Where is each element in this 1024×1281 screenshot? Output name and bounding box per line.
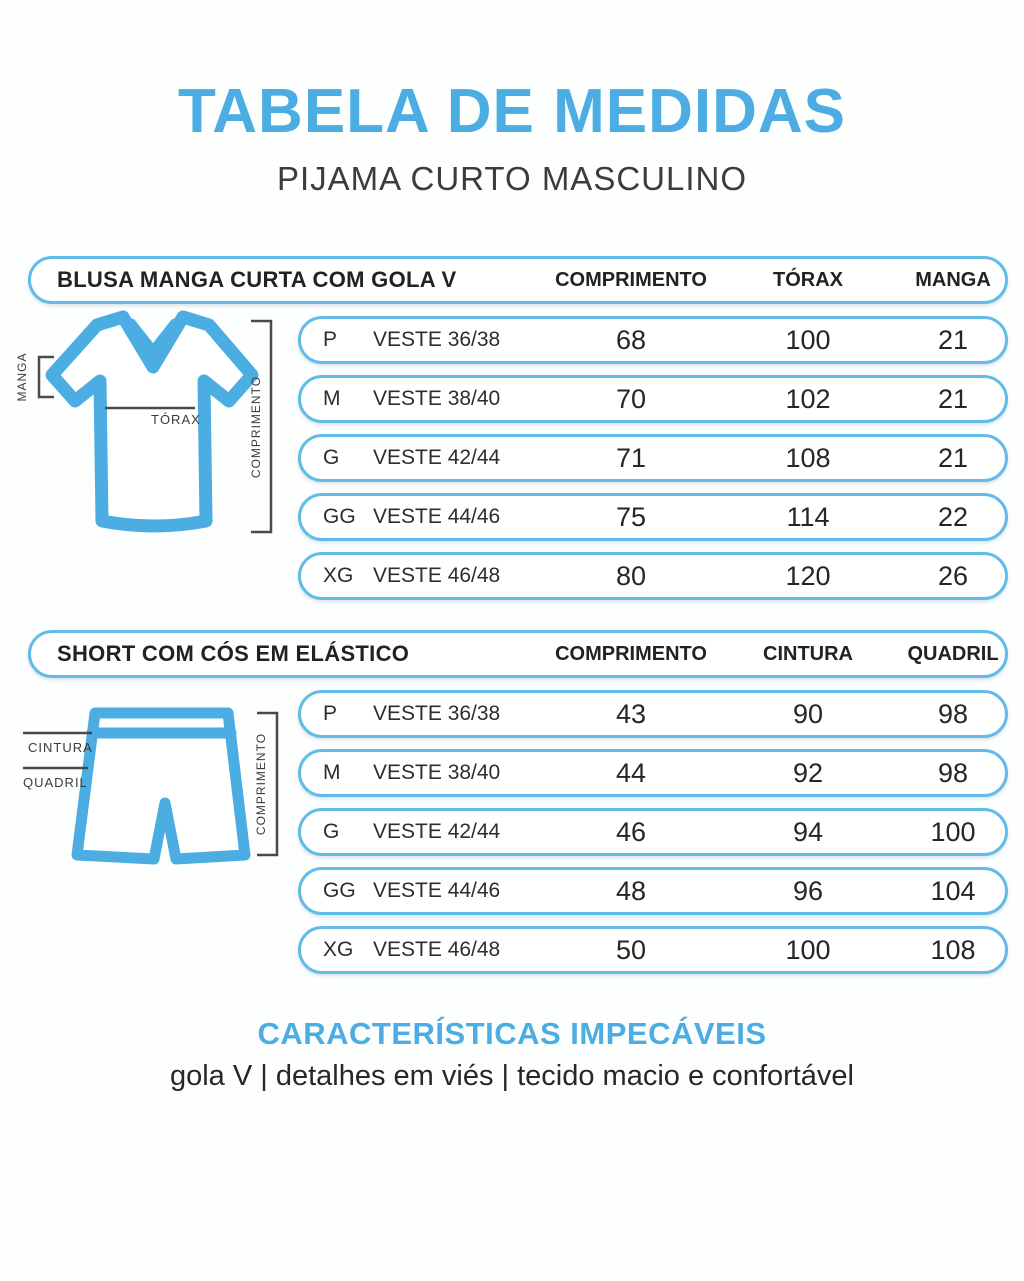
- page-title: TABELA DE MEDIDAS: [178, 77, 846, 146]
- fit-label: VESTE 42/44: [373, 446, 501, 469]
- value-quadril: 98: [937, 699, 969, 729]
- hip-measure-label: QUADRIL: [23, 775, 88, 790]
- shorts-row-xg: [298, 926, 1008, 974]
- column-header-quadril: QUADRIL: [907, 643, 999, 665]
- value-torax: 102: [785, 384, 831, 414]
- value-manga: 26: [937, 561, 969, 591]
- size-label: P: [323, 328, 338, 351]
- length-measure-label: COMPRIMENTO: [254, 732, 268, 836]
- shorts-row-gg: [298, 867, 1008, 915]
- fit-label: VESTE 38/40: [373, 761, 501, 784]
- size-label: M: [323, 761, 341, 784]
- value-manga: 21: [937, 384, 969, 414]
- value-cintura: 96: [792, 876, 824, 906]
- shorts-table-title: SHORT COM CÓS EM ELÁSTICO: [57, 641, 410, 666]
- value-comprimento: 75: [615, 502, 647, 532]
- sleeve-measure-label: MANGA: [15, 352, 29, 402]
- shirt-row-gg: [298, 493, 1008, 541]
- value-comprimento: 70: [615, 384, 647, 414]
- value-comprimento: 48: [615, 876, 647, 906]
- size-label: M: [323, 387, 341, 410]
- shorts-table-header: [28, 630, 1008, 678]
- value-torax: 114: [786, 502, 830, 532]
- column-header-cintura: CINTURA: [763, 643, 853, 665]
- column-header-manga: MANGA: [915, 269, 991, 291]
- value-quadril: 98: [937, 758, 969, 788]
- features-heading: CARACTERÍSTICAS IMPECÁVEIS: [257, 1016, 767, 1051]
- value-cintura: 100: [785, 935, 831, 965]
- size-label: G: [323, 446, 340, 469]
- value-comprimento: 71: [615, 443, 647, 473]
- column-header-torax: TÓRAX: [773, 269, 843, 291]
- shorts-row-g: [298, 808, 1008, 856]
- value-manga: 21: [937, 325, 969, 355]
- fit-label: VESTE 36/38: [373, 702, 501, 725]
- features-tagline: gola V | detalhes em viés | tecido macio e confortável: [169, 1060, 855, 1092]
- value-comprimento: 68: [615, 325, 647, 355]
- column-header-comprimento: COMPRIMENTO: [555, 643, 707, 665]
- size-label: GG: [323, 879, 356, 902]
- length-measure-label: COMPRIMENTO: [249, 375, 263, 479]
- column-header-comprimento: COMPRIMENTO: [555, 269, 707, 291]
- value-cintura: 94: [792, 817, 824, 847]
- size-label: XG: [323, 938, 354, 961]
- value-quadril: 104: [930, 876, 976, 906]
- fit-label: VESTE 38/40: [373, 387, 501, 410]
- value-comprimento: 43: [615, 699, 647, 729]
- value-cintura: 90: [792, 699, 824, 729]
- fit-label: VESTE 46/48: [373, 938, 501, 961]
- size-label: P: [323, 702, 338, 725]
- fit-label: VESTE 44/46: [373, 505, 501, 528]
- fit-label: VESTE 46/48: [373, 564, 501, 587]
- value-cintura: 92: [792, 758, 824, 788]
- value-torax: 100: [785, 325, 831, 355]
- waist-measure-label: CINTURA: [28, 740, 93, 755]
- page-subtitle: PIJAMA CURTO MASCULINO: [276, 160, 748, 197]
- size-label: G: [323, 820, 340, 843]
- shorts-row-p: [298, 690, 1008, 738]
- value-comprimento: 50: [615, 935, 647, 965]
- fit-label: VESTE 44/46: [373, 879, 501, 902]
- value-comprimento: 44: [615, 758, 647, 788]
- chest-measure-label: TÓRAX: [151, 412, 201, 427]
- value-manga: 22: [937, 502, 969, 532]
- value-comprimento: 46: [615, 817, 647, 847]
- value-quadril: 100: [930, 817, 976, 847]
- shirt-table-header: [28, 256, 1008, 304]
- value-torax: 120: [785, 561, 831, 591]
- shirt-table-title: BLUSA MANGA CURTA COM GOLA V: [57, 267, 457, 292]
- tshirt-diagram: [8, 305, 298, 550]
- fit-label: VESTE 36/38: [373, 328, 501, 351]
- size-label: GG: [323, 505, 356, 528]
- shirt-row-g: [298, 434, 1008, 482]
- value-comprimento: 80: [615, 561, 647, 591]
- fit-label: VESTE 42/44: [373, 820, 501, 843]
- shorts-row-m: [298, 749, 1008, 797]
- value-manga: 21: [937, 443, 969, 473]
- value-quadril: 108: [930, 935, 976, 965]
- shorts-diagram: [8, 685, 298, 885]
- value-torax: 108: [785, 443, 831, 473]
- shirt-row-p: [298, 316, 1008, 364]
- size-label: XG: [323, 564, 354, 587]
- shirt-row-xg: [298, 552, 1008, 600]
- shirt-row-m: [298, 375, 1008, 423]
